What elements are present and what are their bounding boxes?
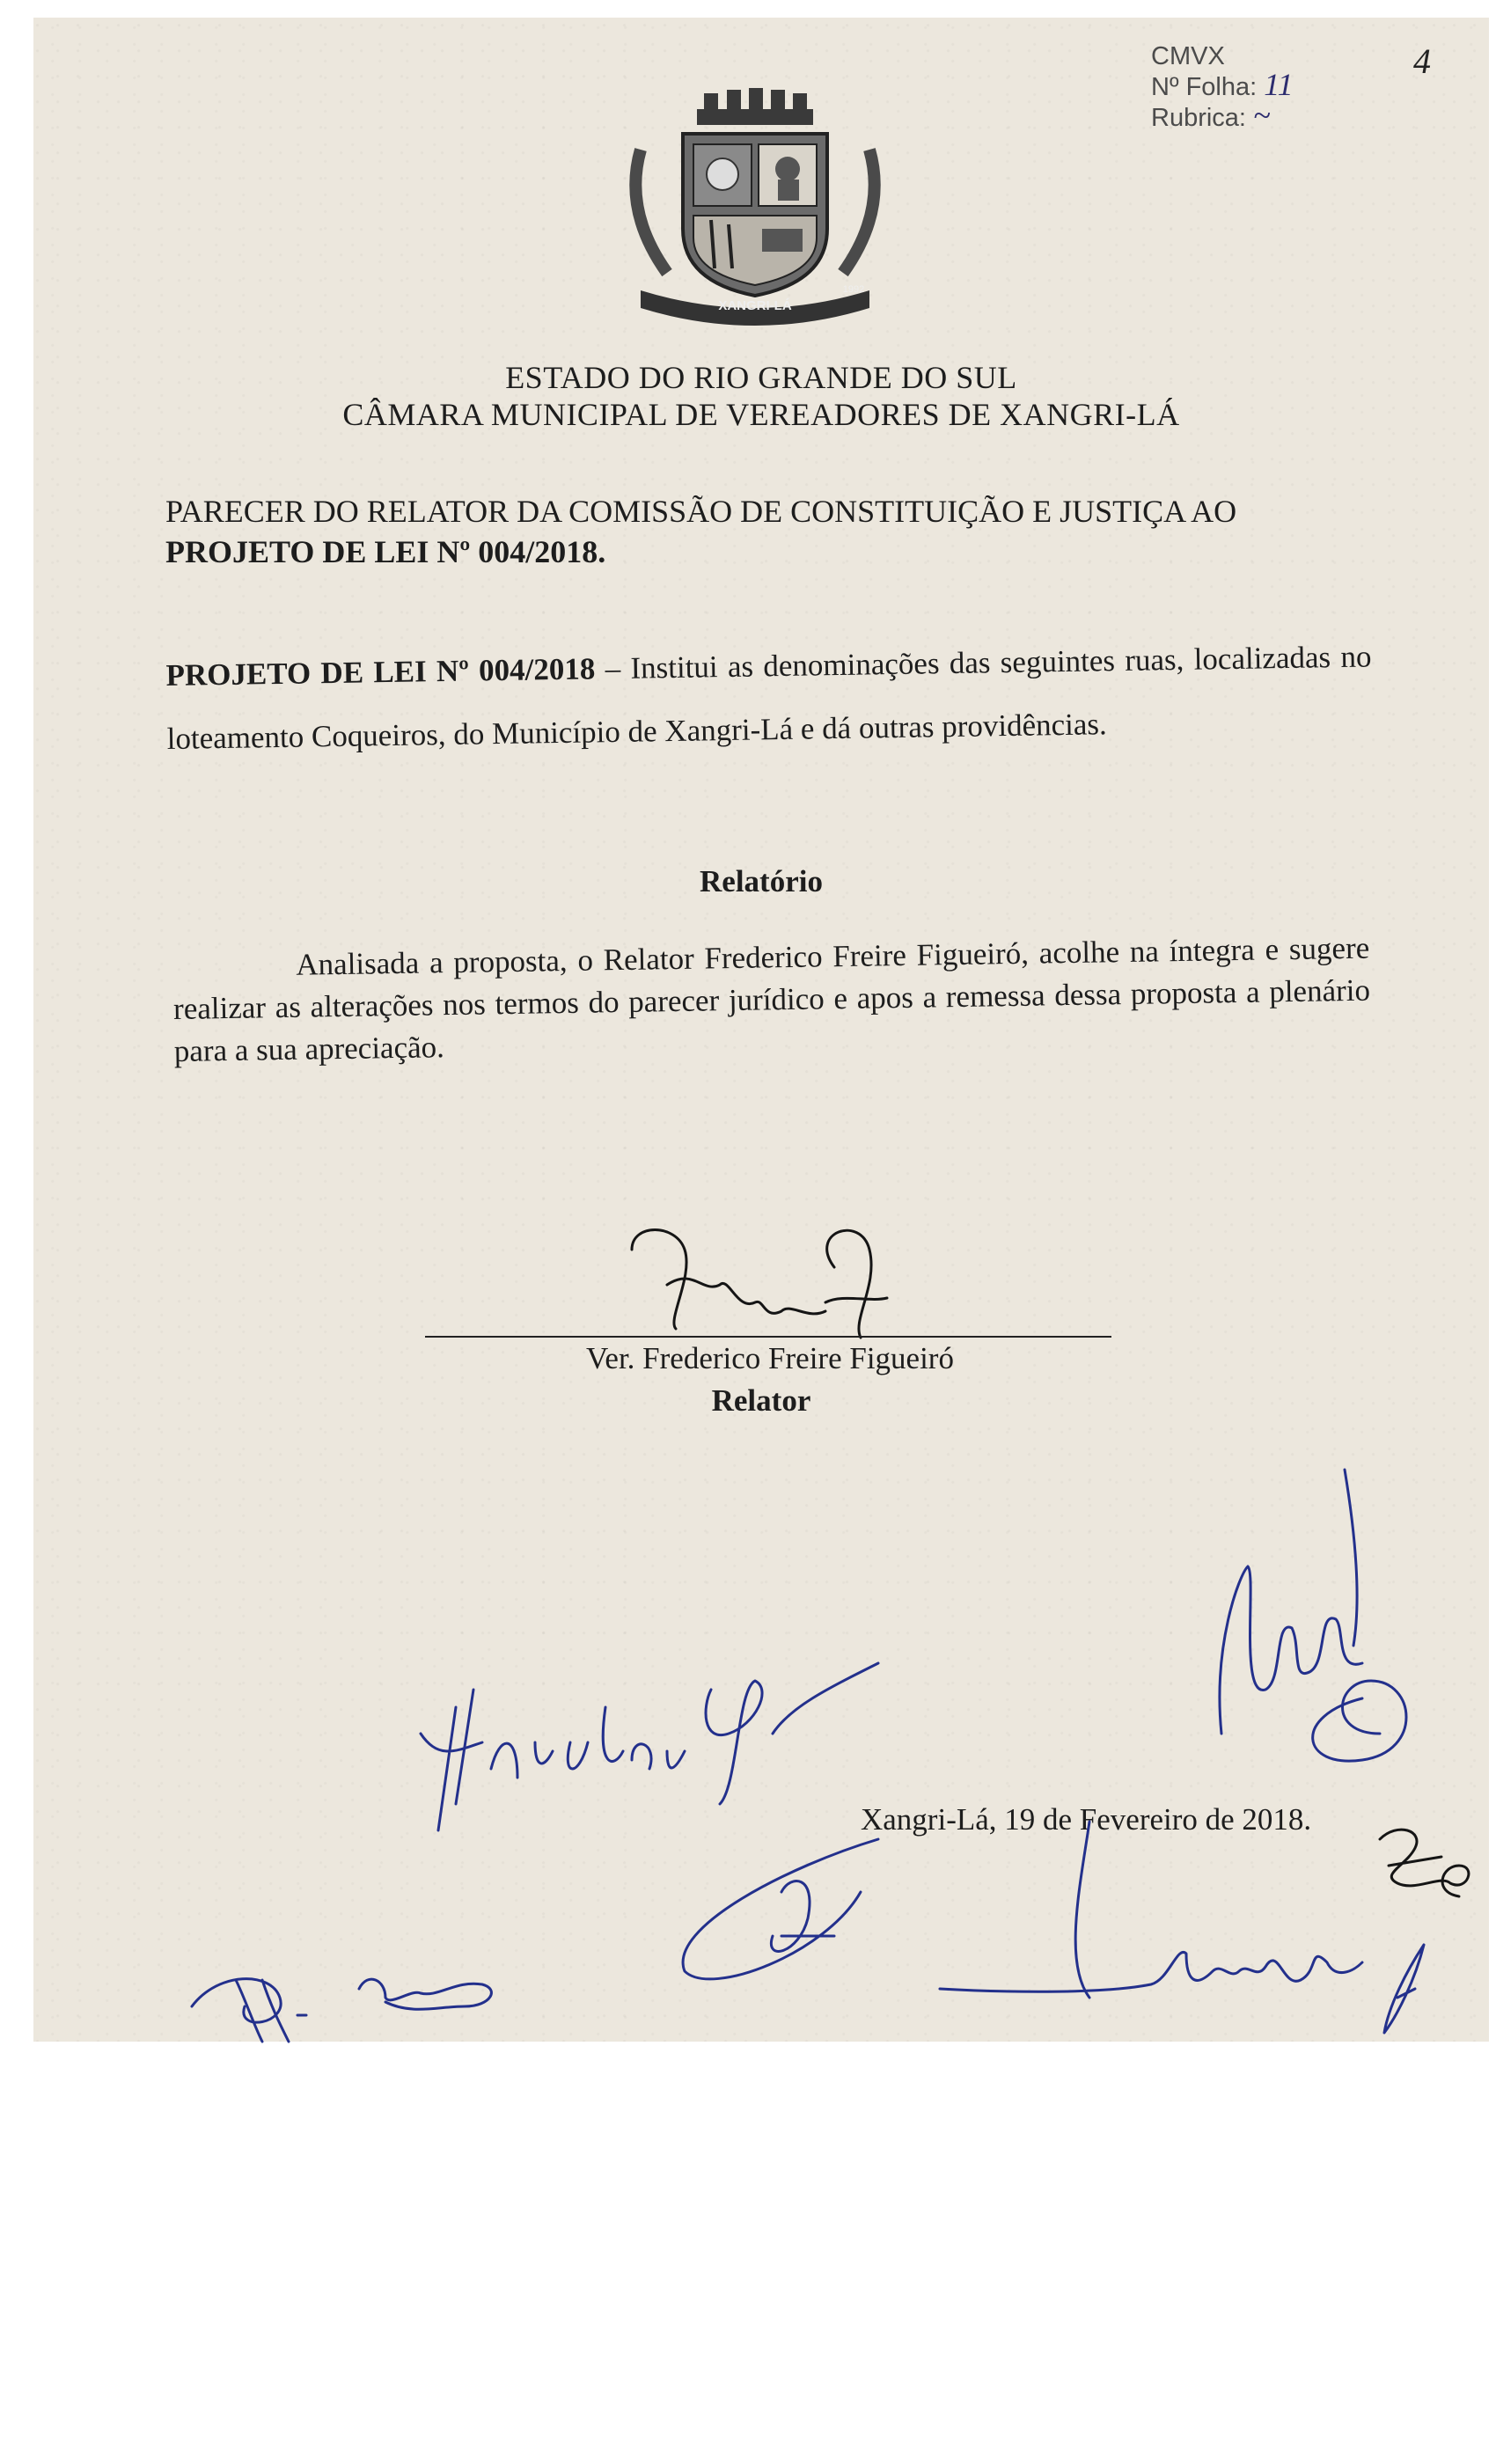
signatory-role: Relator [711, 1383, 811, 1418]
bill-label: PROJETO DE LEI Nº 004/2018 [165, 651, 596, 693]
municipal-crest-logo [605, 88, 905, 334]
opinion-title [165, 491, 1397, 572]
header-state: ESTADO DO RIO GRANDE DO SUL [505, 360, 1017, 395]
bill-summary [165, 625, 1373, 771]
signature-hamilton [403, 1654, 913, 1830]
folio-stamp [1151, 42, 1371, 132]
stamp-rubrica-label: Rubrica: [1151, 104, 1246, 132]
place-and-date: Xangri-Lá, 19 de Fevereiro de 2018. [861, 1802, 1312, 1837]
initials-slash-blue [1371, 1936, 1441, 2042]
signature-cavalheiro [931, 1813, 1389, 2015]
stamp-folha-label: Nº Folha: [1151, 73, 1258, 101]
signature-loop-blue [649, 1822, 878, 1998]
opinion-title-line2: PROJETO DE LEI Nº 004/2018. [165, 534, 606, 569]
signature-bottom-left [183, 1945, 535, 2050]
page-number-mark: 4 [1413, 41, 1431, 81]
report-heading: Relatório [700, 864, 823, 898]
crest-year: 1992 [842, 284, 865, 295]
report-paragraph [172, 928, 1371, 1073]
stamp-folha-value: 11 [1264, 67, 1294, 102]
stamp-org: CMVX [1151, 42, 1225, 70]
opinion-title-line1: PARECER DO RELATOR DA COMISSÃO DE CONSTITUIÇÃO E JUSTIÇA AO [165, 494, 1237, 529]
signature-line [425, 1336, 1111, 1338]
relator-signature [614, 1214, 966, 1346]
report-text: Analisada a proposta, o Relator Frederico Freire Figueiró, acolhe na íntegra e sugere realizar as alterações nos termos do parecer jurídico e apos a remessa dessa proposta a plenário para a sua apreciação. [172, 930, 1371, 1068]
initials-black [1362, 1813, 1485, 1910]
document-page [33, 18, 1489, 2042]
bill-summary-text: – Institui as denominações das seguintes ruas, localizadas no loteamento Coqueiros, do Município de Xangri-Lá e dá outras providências. [166, 639, 1372, 756]
crest-banner-text: XANGRI-LÁ [718, 298, 792, 313]
signature-blue-right [1186, 1470, 1450, 1786]
header-chamber: CÂMARA MUNICIPAL DE VEREADORES DE XANGRI-LÁ [342, 397, 1180, 432]
stamp-rubrica-mark: ~ [1253, 98, 1271, 133]
signatory-name: Ver. Frederico Freire Figueiró [586, 1341, 954, 1375]
